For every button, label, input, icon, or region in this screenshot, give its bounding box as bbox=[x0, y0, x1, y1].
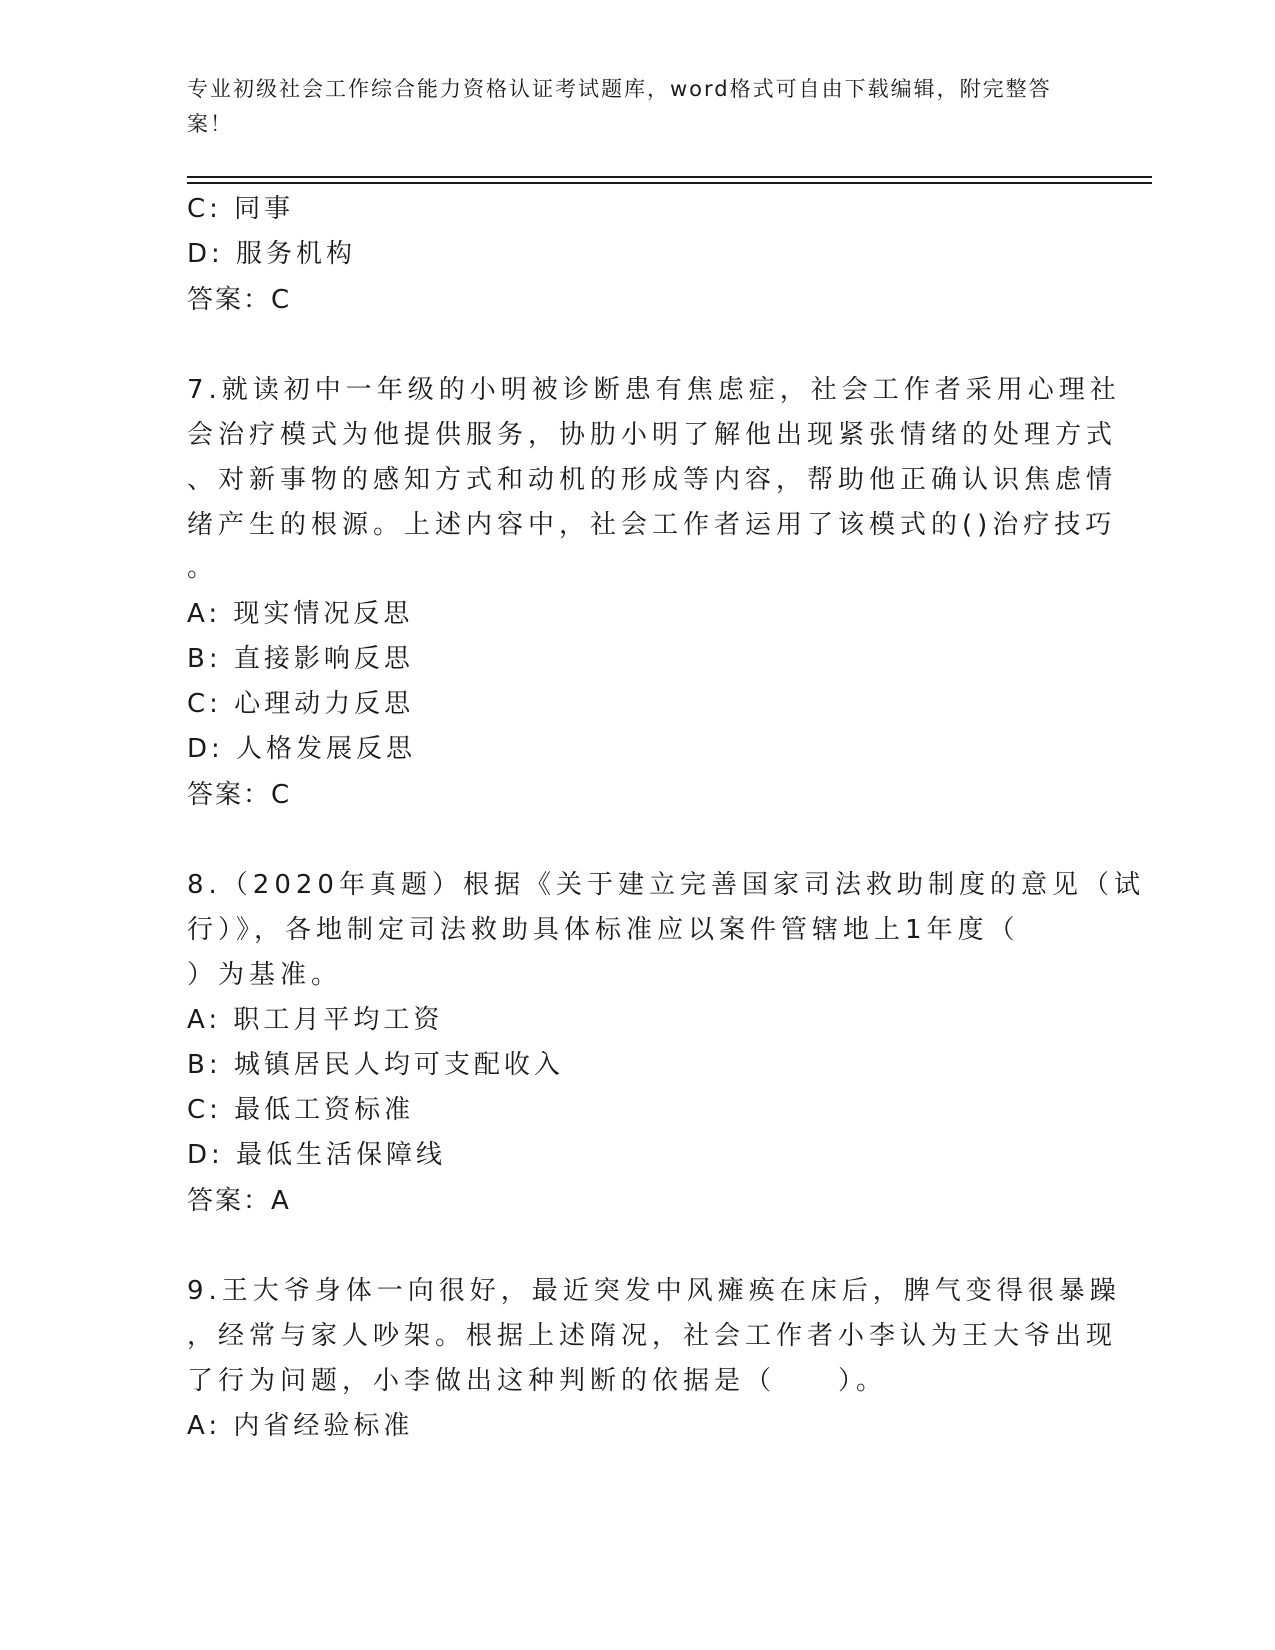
q7-answer: 答案：C bbox=[187, 780, 292, 810]
document-header: 专业初级社会工作综合能力资格认证考试题库，word格式可自由下载编辑，附完整答案！ bbox=[187, 77, 1052, 136]
q8-option-d: D: 最低生活保障线 bbox=[187, 1140, 447, 1170]
q7-stem-line-2: 会治疗模式为他提供服务，协肋小明了解他出现紧张情绪的处理方式 bbox=[187, 420, 1118, 450]
prev-option-c: C: 同事 bbox=[187, 194, 295, 224]
q8-option-c: C: 最低工资标准 bbox=[187, 1095, 415, 1125]
q8-option-b: B: 城镇居民人均可支配收入 bbox=[187, 1050, 564, 1080]
q7-stem-line-1: 7.就读初中一年级的小明被诊断患有焦虑症，社会工作者采用心理社 bbox=[187, 375, 1121, 405]
q8-stem-line-1: 8.（2020年真题）根据《关于建立完善国家司法救助制度的意见（试 bbox=[187, 870, 1145, 900]
q7-option-a: A: 现实情况反思 bbox=[187, 599, 414, 629]
header-rule-top bbox=[187, 176, 1152, 178]
q8-stem-line-3: ）为基准。 bbox=[187, 960, 343, 990]
q8-answer: 答案：A bbox=[187, 1186, 291, 1216]
prev-answer: 答案：C bbox=[187, 285, 292, 315]
q9-option-a: A: 内省经验标准 bbox=[187, 1411, 414, 1441]
q7-stem-line-5: 。 bbox=[187, 553, 219, 583]
q7-option-c: C: 心理动力反思 bbox=[187, 689, 415, 719]
q9-stem-line-2: ，经常与家人吵架。根据上述隋况，社会工作者小李认为王大爷出现 bbox=[187, 1321, 1118, 1351]
q7-stem-line-3: 、对新事物的感知方式和动机的形成等内容，帮助他正确认识焦虑情 bbox=[187, 465, 1118, 495]
q8-option-a: A: 职工月平均工资 bbox=[187, 1005, 444, 1035]
q8-stem-line-2: 行）》，各地制定司法救助具体标准应以案件管辖地上1年度（ bbox=[187, 915, 1020, 945]
q7-stem-line-4: 绪产生的根源。上述内容中，社会工作者运用了该模式的()治疗技巧 bbox=[187, 510, 1117, 540]
header-rule-bottom bbox=[187, 182, 1152, 184]
prev-option-d: D: 服务机构 bbox=[187, 239, 357, 269]
q7-option-b: B: 直接影响反思 bbox=[187, 644, 414, 674]
q9-stem-line-3: 了行为问题，小李做出这种判断的依据是（ ）。 bbox=[187, 1366, 888, 1396]
q7-option-d: D: 人格发展反思 bbox=[187, 734, 417, 764]
q9-stem-line-1: 9.王大爷身体一向很好，最近突发中风瘫痪在床后，脾气变得很暴躁 bbox=[187, 1276, 1121, 1306]
